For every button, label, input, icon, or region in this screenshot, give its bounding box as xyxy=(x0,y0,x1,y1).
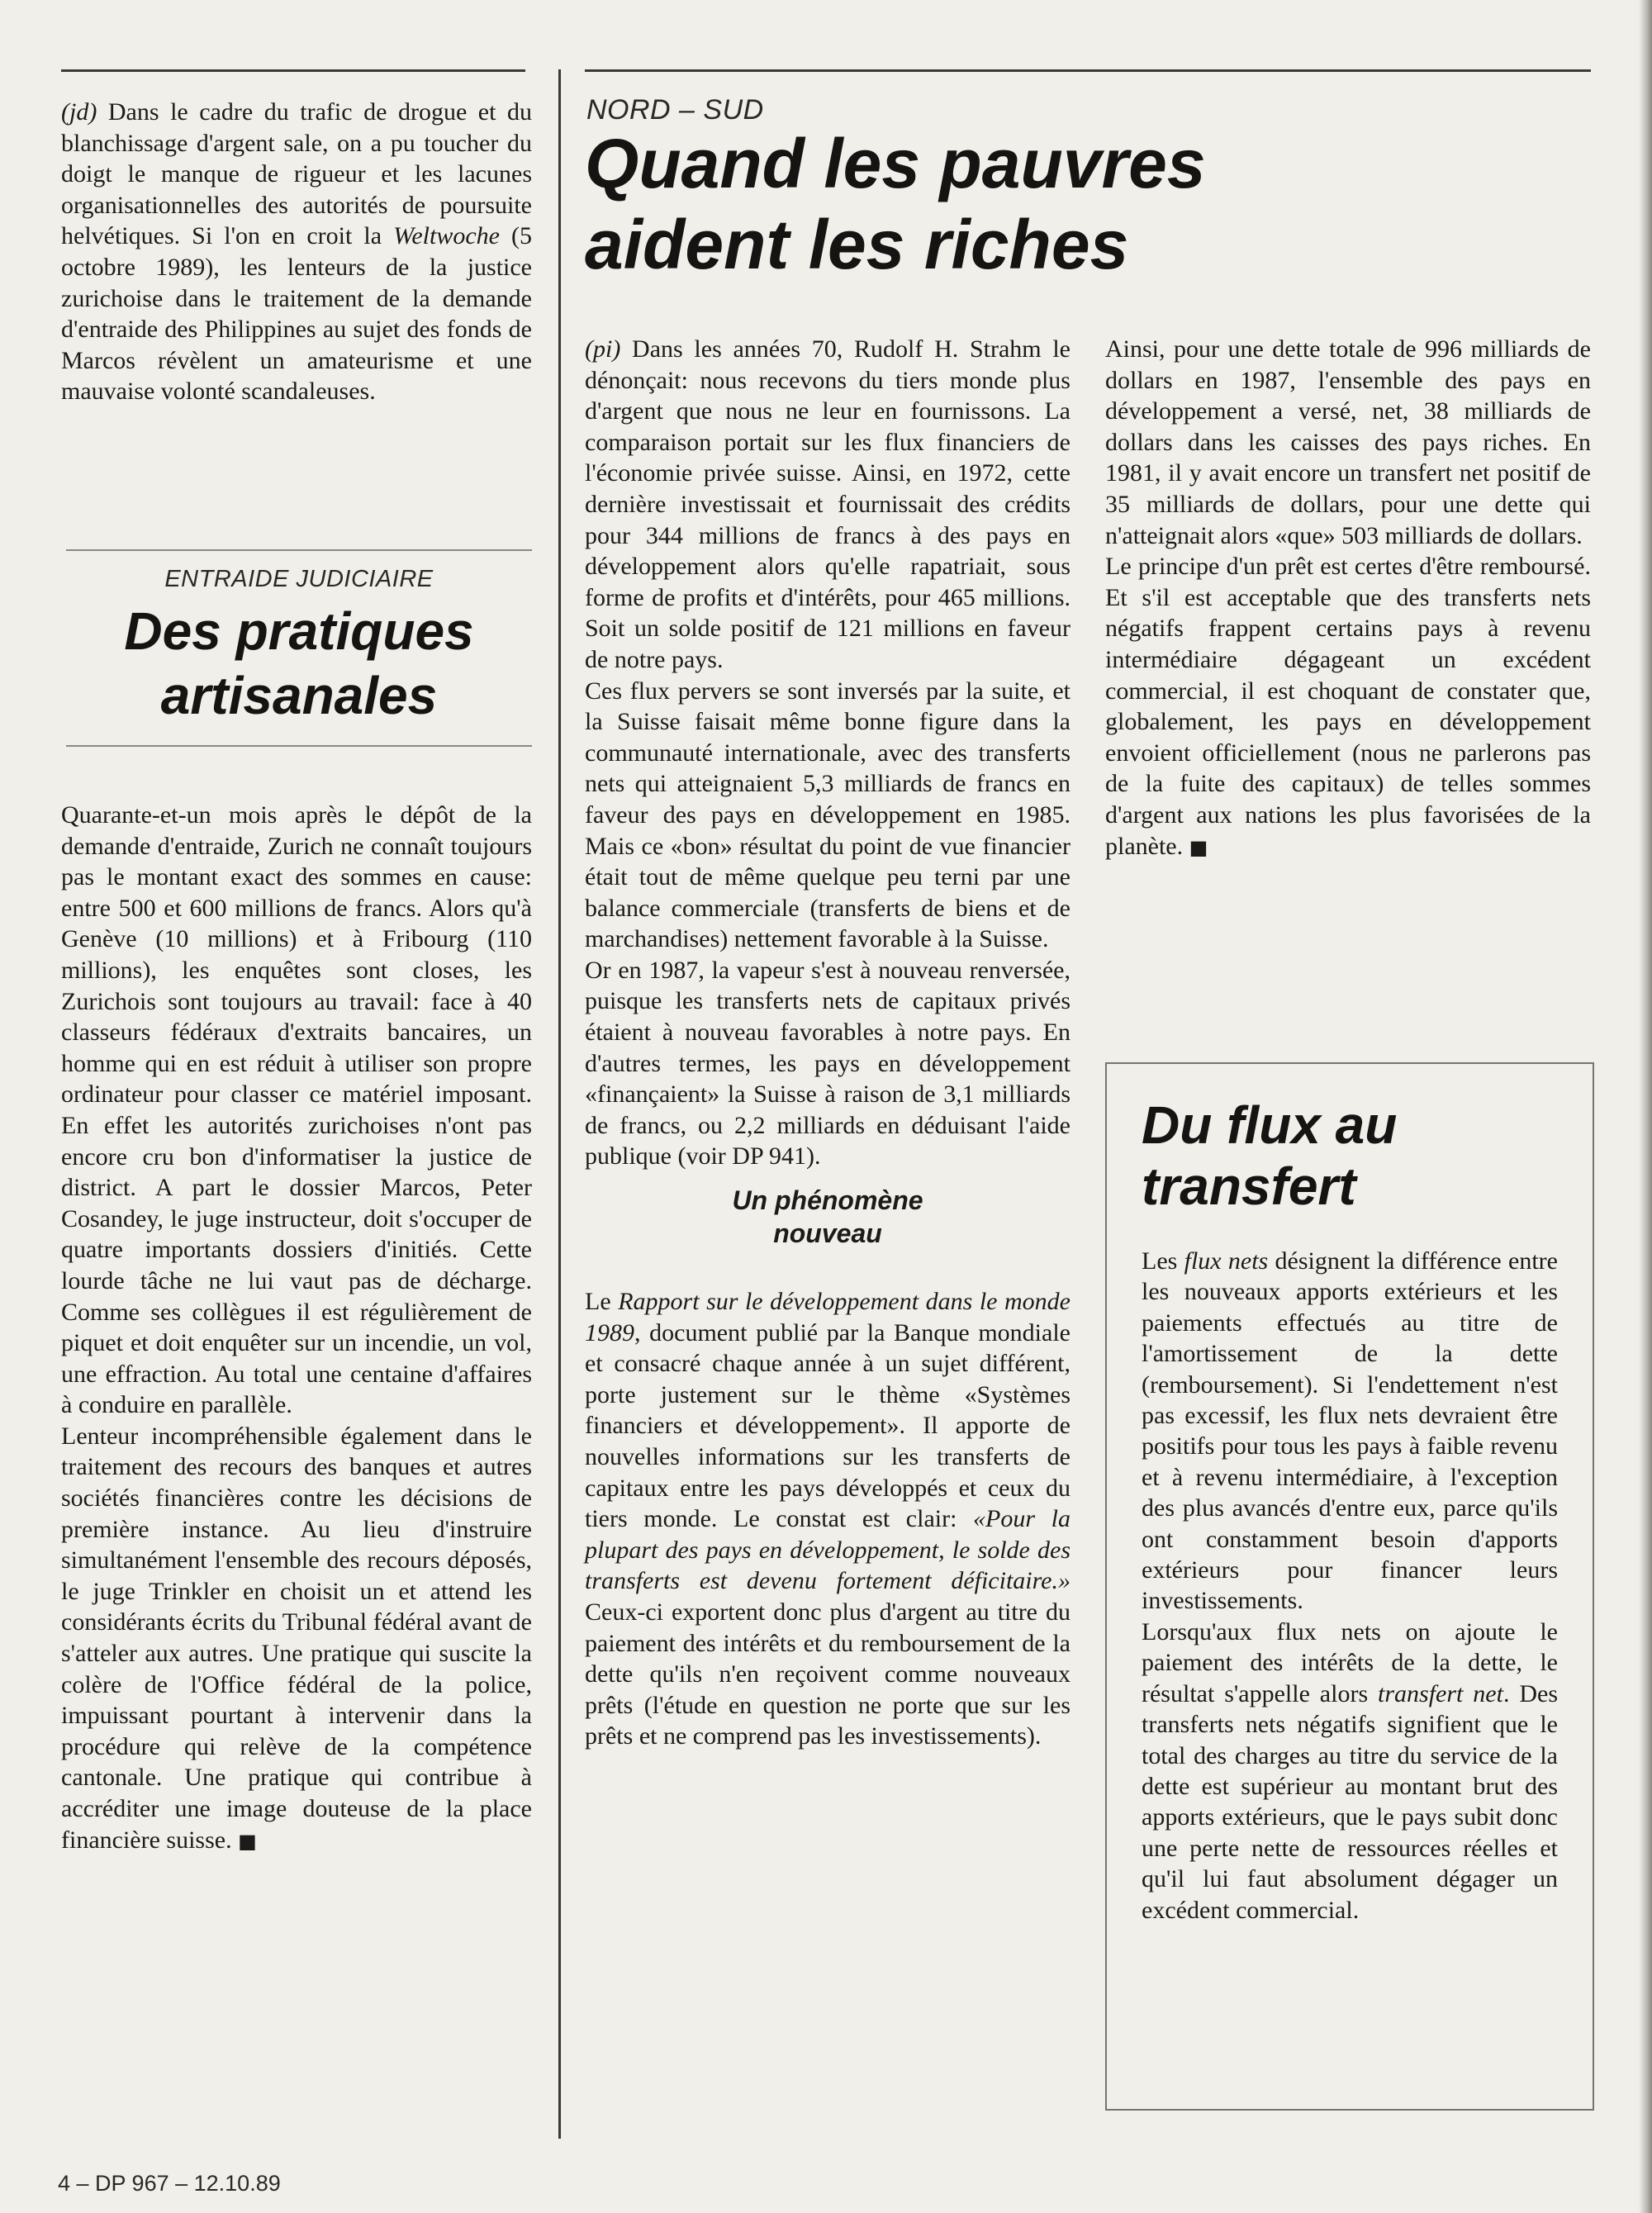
left-headline-line2: artisanales xyxy=(160,666,438,725)
sidebar-paragraph-2: Lorsqu'aux flux nets on ajoute le paiement des intérêts de la dette, le résultat s'appelle alors transfert net. Des transferts nets négatifs signifient que le total des charges au titre du service de la dette est supérieur au montant brut des apports extérieurs, que le pays subit donc une perte nette de ressources réelles et qu'il lui faut absolument dégager un excédent commercial. xyxy=(1142,1617,1558,1924)
top-rule-left xyxy=(61,69,525,72)
main-paragraph-1: (pi) Dans les années 70, Rudolf H. Strahm le dénonçait: nous recevons du tiers monde plus d'argent que nous ne leur en fournissons. La comparaison portait sur les flux financiers de l'économie privée suisse. Ainsi, en 1972, cette dernière investissait et fournissait des crédits pour 344 millions de francs à des pays en développement alors qu'elle rapatriait, sous forme de profits et d'intérêts, pour 465 millions. Soit un solde positif de 121 millions en faveur de notre pays. xyxy=(585,335,1070,673)
main-paragraph-6: Le principe d'un prêt est certes d'être remboursé. Et s'il est acceptable que des transferts nets négatifs frappent certains pays à revenu intermédiaire dégageant un excédent commercial, il est choquant de constater que, globalement, les pays en développement envoient officiellement (nous ne parlerons pas de la fuite des capitaux) de telles sommes d'argent aux nations les plus favorisées de la planète. ■ xyxy=(1105,553,1591,860)
main-column-2 xyxy=(1105,334,1591,995)
subhead-line2: nouveau xyxy=(773,1218,882,1249)
sidebar-paragraph-1: Les flux nets désignent la différence entre les nouveaux apports extérieurs et les paiements effectués au titre de l'amortissement de la dette (remboursement). Si l'endettement n'est pas excessif, les flux nets devraient être positifs pour tous les pays à faible revenu et à revenu intermédiaire, à l'exception des plus avancés d'entre eux, parce qu'ils ont constamment besoin d'apports extérieurs pour financer leurs investissements. xyxy=(1142,1247,1558,1615)
term-flux-nets: flux nets xyxy=(1184,1247,1269,1275)
sidebar-headline-line2: transfert xyxy=(1142,1156,1356,1216)
page-footer: 4 – DP 967 – 12.10.89 xyxy=(58,2171,281,2196)
main-headline-line2: aident les riches xyxy=(585,206,1129,283)
top-rule-right xyxy=(585,69,1591,72)
report-title: Rapport sur le développement dans le monde 1989 xyxy=(585,1288,1070,1346)
left-body xyxy=(61,800,532,2138)
end-mark: ■ xyxy=(1189,835,1208,859)
end-mark: ■ xyxy=(238,1829,257,1853)
left-paragraph-2: Lenteur incompréhensible également dans le traitement des recours des banques et autres sociétés financières contre les décisions de première instance. Au lieu d'instruire simultanément l'ensemble des recours déposés, le juge Trinkler en choisit un et attend les considérants écrits du Tribunal fédéral avant de s'atteler aux autres. Une pratique qui suscite la colère de l'Office fédéral de la police, impuissant pourtant à intervenir dans la procédure qui relève de la compétence cantonale. Une pratique qui contribue à accréditer une image douteuse de la place financière suisse. ■ xyxy=(61,1422,532,1854)
main-paragraph-2: Ces flux pervers se sont inversés par la suite, et la Suisse faisait même bonne figure dans la communauté internationale, avec des transferts nets qui atteignaient 5,3 milliards de francs en faveur des pays en développement en 1985. Mais ce «bon» résultat du point de vue financier était tout de même quelque peu terni par une balance commerciale (transferts de biens et de marchandises) nettement favorable à la Suisse. xyxy=(585,677,1070,953)
main-headline-line1: Quand les pauvres xyxy=(585,125,1206,202)
term-transfert-net: transfert net xyxy=(1378,1679,1503,1707)
left-paragraph-1: Quarante-et-un mois après le dépôt de la demande d'entraide, Zurich ne connaît toujours pas le montant exact des sommes en cause: entre 500 et 600 millions de francs. Alors qu'à Genève (10 millions) et à Fribourg (110 millions), les enquêtes sont closes, les Zurichois sont toujours au travail: face à 40 classeurs fédéraux d'extraits bancaires, un homme qui en est réduit à utiliser son propre ordinateur pour classer ce matériel imposant. En effet les autorités zurichoises n'ont pas encore cru bon d'informatiser la justice de district. A part le dossier Marcos, Peter Cosandey, le juge instructeur, doit s'occuper de quatre importants dossiers d'initiés. Cette lourde tâche ne lui vaut pas de décharge. Comme ses collègues il est régulièrement de piquet et doit enquêter sur un incendie, un vol, une effraction. Au total une centaine d'affaires à conduire en parallèle. xyxy=(61,801,532,1419)
sidebar-headline-line1: Du flux au xyxy=(1142,1095,1398,1155)
main-column-1 xyxy=(585,334,1070,2143)
publication-name: Weltwoche xyxy=(393,222,500,250)
main-paragraph-5: Ainsi, pour une dette totale de 996 milliards de dollars en 1987, l'ensemble des pays en développement a versé, net, 38 milliards de dollars dans les caisses des pays riches. En 1981, il y avait encore un transfert net positif de 35 milliards de dollars, pour une dette qui n'atteignait alors «que» 503 milliards de dollars. xyxy=(1105,335,1591,549)
sidebar-box xyxy=(1105,1062,1594,2111)
section-rule-lower xyxy=(66,745,532,747)
author-tag: (jd) xyxy=(61,98,97,126)
section-rule-upper xyxy=(66,549,532,551)
report-quote: «Pour la plupart des pays en développement, le solde des transferts est devenu fortement déficitaire.» xyxy=(585,1505,1070,1595)
sidebar-body xyxy=(1142,1246,1558,2088)
main-paragraph-3: Or en 1987, la vapeur s'est à nouveau renversée, puisque les transferts nets de capitaux privés étaient à nouveau favorables à notre pays. En d'autres termes, les pays en développement «finançaient» la Suisse à raison de 3,1 milliards de francs, ou 2,2 milliards en déduisant l'aide publique (voir DP 941). xyxy=(585,956,1070,1171)
left-intro-paragraph: (jd) Dans le cadre du trafic de drogue et du blanchissage d'argent sale, on a pu toucher du doigt le manque de rigueur et les lacunes organisationnelles des autorités de poursuite helvétiques. Si l'on en croit la Weltwoche (5 octobre 1989), les lenteurs de la justice zurichoise dans le traitement de la demande d'entraide des Philippines au sujet des fonds de Marcos révèlent un amateurisme et une mauvaise volonté scandaleuses. xyxy=(61,98,533,406)
main-kicker: NORD – SUD xyxy=(586,94,764,126)
left-headline-line1: Des pratiques xyxy=(124,601,474,661)
column-divider xyxy=(558,69,561,2139)
main-paragraph-4: Le Rapport sur le développement dans le monde 1989, document publié par la Banque mondiale et consacré chaque année à un sujet différent, porte justement sur le thème «Systèmes financiers et développement». Il apporte de nouvelles informations sur les transferts de capitaux entre les pays développés et ceux du tiers monde. Le constat est clair: «Pour la plupart des pays en développement, le solde des transferts est devenu fortement déficitaire.» Ceux-ci exportent donc plus d'argent au titre du paiement des intérêts et du remboursement de la dette qu'ils n'en reçoivent comme nouveaux prêts (l'étude en question ne porte que sur les prêts et ne comprend pas les investissements). xyxy=(585,1288,1070,1750)
page-edge-shadow xyxy=(1639,0,1652,2213)
subhead-block xyxy=(585,1172,1070,1253)
subhead-line1: Un phénomène xyxy=(732,1185,923,1216)
left-kicker: ENTRAIDE JUDICIAIRE xyxy=(164,566,434,592)
author-tag: (pi) xyxy=(585,335,621,363)
